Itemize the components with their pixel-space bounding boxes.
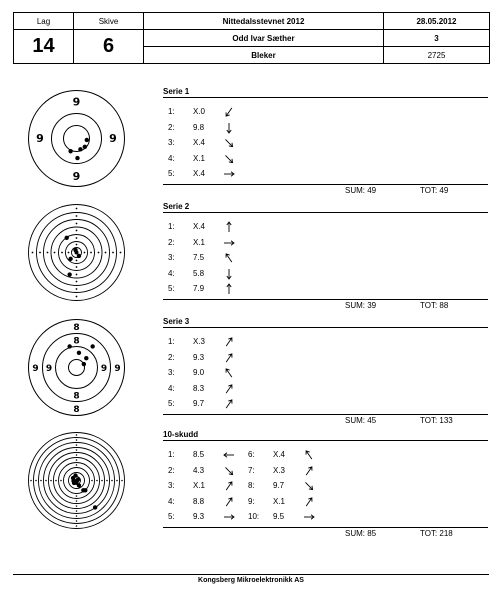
shot-score: X.4 [193,138,206,147]
up-right-arrow-icon [223,336,235,348]
shot-number: 1: [168,222,175,231]
shot-score: 9.5 [273,512,285,521]
ring-number: 8 [73,391,80,402]
shooter-number: 3 [384,30,490,47]
target-face [27,203,126,302]
shot-number: 6: [248,450,255,459]
ring-number: 9 [32,364,39,375]
series-total: TOT: 88 [420,301,449,310]
shot-number: 10: [248,512,260,521]
shot-row [168,268,248,280]
down-right-arrow-icon [223,137,235,149]
series-title: 10-skudd [163,430,199,439]
shot-number: 4: [168,383,175,393]
shot-hole [77,483,81,487]
shot-hole [84,356,88,360]
right-arrow-icon [303,511,315,523]
shot-row [168,283,248,295]
shot-hole [77,254,81,258]
shot-number: 3: [168,368,175,377]
shot-number: 3: [168,138,175,147]
ring-number: 8 [73,405,80,416]
shot-hole [82,362,86,366]
shot-number: 4: [168,496,175,506]
ring-number: 9 [36,132,44,146]
shot-score: X.3 [273,465,286,475]
shot-number: 2: [168,237,175,247]
shot-row [248,496,328,508]
shot-row [168,465,248,477]
shot-score: 5.8 [193,268,205,278]
shot-number: 1: [168,337,175,346]
shot-score: 9.8 [193,122,205,132]
shot-row [168,221,248,233]
club-name: Bleker [144,47,384,64]
up-right-arrow-icon [223,496,235,508]
shot-number: 1: [168,450,175,459]
shot-hole [90,344,94,348]
shot-hole [71,479,75,483]
shot-score: 8.8 [193,496,205,506]
up-right-arrow-icon [223,352,235,364]
shot-score: X.4 [273,450,286,459]
shot-number: 5: [168,284,175,293]
up-right-arrow-icon [303,465,315,477]
shot-row [248,480,328,492]
shot-number: 2: [168,352,175,362]
series-divider [163,327,488,328]
shooter-name: Odd Ivar Sæther [144,30,384,47]
shot-hole [83,145,87,149]
target-10-skudd [27,431,126,530]
up-right-arrow-icon [223,398,235,410]
shot-number: 5: [168,169,175,178]
shot-row [168,122,248,134]
shot-row [168,480,248,492]
up-left-arrow-icon [223,252,235,264]
series-total: TOT: 218 [420,529,453,538]
shot-hole [73,248,77,252]
series-sum: SUM: 39 [345,301,377,310]
shot-row [168,449,248,461]
ring-number: 9 [100,364,108,375]
series-total-divider [163,299,488,300]
lag-value: 14 [14,30,74,64]
series-1-block [163,87,488,199]
down-arrow-icon [223,268,235,280]
shot-row [168,511,248,523]
shot-number: 5: [168,512,175,521]
shot-row [248,449,328,461]
shot-row [168,336,248,348]
shot-score: 9.7 [193,399,205,408]
shot-score: 4.3 [193,465,205,475]
target-face [27,431,126,530]
shot-number: 5: [168,399,175,408]
series-total-divider [163,414,488,415]
shot-number: 4: [168,268,175,278]
shot-number: 9: [248,496,255,506]
shot-hole [78,147,82,151]
shot-score: X.0 [193,107,206,116]
lag-label: Lag [14,13,74,30]
ring-number: 9 [114,364,121,375]
left-arrow-icon [223,449,235,461]
shot-number: 3: [168,481,175,490]
shot-score: X.1 [193,481,206,490]
series-divider [163,212,488,213]
series-sum: SUM: 85 [345,529,377,538]
shot-row [168,137,248,149]
shot-row [168,352,248,364]
shot-score: 7.5 [193,253,205,262]
shot-score: X.4 [193,222,206,231]
shot-score: X.1 [193,237,206,247]
up-arrow-icon [223,283,235,295]
target-serie-2 [27,203,126,302]
shot-score: 8.5 [193,450,205,459]
shot-number: 2: [168,122,175,132]
shot-score: 9.7 [273,481,285,490]
shot-number: 4: [168,153,175,163]
shot-hole [81,488,85,492]
series-title: Serie 1 [163,87,190,96]
ring-number: 9 [109,132,117,146]
footer-divider [13,574,489,575]
right-arrow-icon [223,168,235,180]
series-2-block [163,202,488,314]
shot-score: 7.9 [193,284,205,293]
shot-number: 2: [168,465,175,475]
series-3-block [163,317,488,429]
up-right-arrow-icon [223,383,235,395]
up-right-arrow-icon [223,480,235,492]
shot-score: X.3 [193,337,206,346]
shot-hole [73,473,77,477]
shot-row [168,106,248,118]
shot-hole [67,272,71,276]
ring-number: 9 [45,364,53,375]
right-arrow-icon [223,511,235,523]
target-serie-1 [27,89,126,188]
shot-score: 9.3 [193,512,205,521]
club-number: 2725 [384,47,490,64]
shot-row [168,383,248,395]
shot-hole [77,351,81,355]
skive-value: 6 [74,30,144,64]
shot-score: X.1 [273,496,286,506]
up-arrow-icon [223,221,235,233]
shot-number: 8: [248,481,255,490]
shot-hole [75,156,79,160]
footer-company: Kongsberg Mikroelektronikk AS [198,577,304,584]
shot-row [248,511,328,523]
target-serie-3 [27,318,126,417]
shot-hole [67,344,71,348]
shot-hole [65,236,69,240]
ring-number: 9 [72,95,81,109]
skive-label: Skive [74,13,144,30]
series-sum: SUM: 45 [345,416,377,425]
shot-score: 8.3 [193,383,205,393]
series-title: Serie 2 [163,202,190,211]
event-name: Nittedalsstevnet 2012 [144,13,384,30]
series-total: TOT: 133 [420,416,453,425]
down-right-arrow-icon [223,153,235,165]
series-total-divider [163,184,488,185]
series-sum: SUM: 49 [345,186,377,195]
shot-number: 1: [168,107,175,116]
target-face [27,318,126,417]
shot-hole [68,149,72,153]
shot-row [168,398,248,410]
shot-hole [85,138,89,142]
shot-score: 9.3 [193,352,205,362]
down-right-arrow-icon [223,465,235,477]
shot-hole [93,505,97,509]
ring-number: 8 [73,323,80,334]
event-date: 28.05.2012 [384,13,490,30]
shot-row [168,168,248,180]
header-table [13,12,490,64]
shot-score: 9.0 [193,368,205,377]
down-arrow-icon [223,122,235,134]
ring-number: 8 [73,336,80,347]
up-right-arrow-icon [303,496,315,508]
series-divider [163,97,488,98]
shot-row [168,496,248,508]
ring-number: 9 [72,170,81,184]
shot-row [168,367,248,379]
shot-score: X.1 [193,153,206,163]
shot-row [168,237,248,249]
series-10-skudd-block [163,430,488,542]
down-left-arrow-icon [223,106,235,118]
shot-row [168,252,248,264]
series-title: Serie 3 [163,317,190,326]
up-left-arrow-icon [223,367,235,379]
series-divider [163,440,488,441]
shot-hole [68,257,72,261]
up-left-arrow-icon [303,449,315,461]
shot-row [248,465,328,477]
shot-number: 3: [168,253,175,262]
right-arrow-icon [223,237,235,249]
shot-row [168,153,248,165]
shot-number: 7: [248,465,255,475]
down-right-arrow-icon [303,480,315,492]
series-total-divider [163,527,488,528]
shot-score: X.4 [193,169,206,178]
target-face [27,89,126,188]
series-total: TOT: 49 [420,186,449,195]
